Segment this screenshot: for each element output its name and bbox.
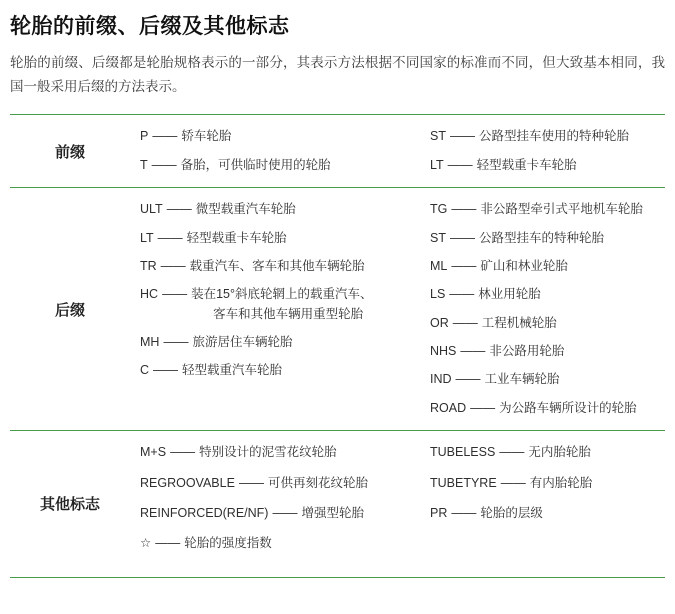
entry-desc: 增强型轮胎 [301, 505, 364, 520]
entry-dash: —— [160, 258, 186, 273]
entry-dash: —— [157, 230, 183, 245]
list-item [430, 229, 665, 248]
entry-code: ML [430, 258, 448, 273]
entry-code: T [140, 157, 148, 172]
entry-dash: —— [451, 258, 477, 273]
entry-code: IND [430, 372, 452, 387]
list-item [140, 200, 422, 219]
entry-code: ST [430, 129, 446, 144]
entry-dash: —— [162, 287, 188, 302]
entry-desc: 有内胎轮胎 [529, 475, 593, 490]
entry-code: TG [430, 202, 448, 217]
entry-desc: 特别设计的泥雪花纹轮胎 [199, 445, 337, 460]
row-label-prefix: 前缀 [54, 143, 85, 161]
list-item [430, 504, 665, 523]
entry-code: TUBETYRE [430, 475, 497, 490]
list-item [140, 534, 422, 553]
list-item [140, 156, 422, 175]
column-right [430, 200, 665, 418]
entry-code: TR [140, 258, 157, 273]
entry-desc: 非公路型牵引式平地机车轮胎 [480, 202, 643, 217]
row-body-prefix [130, 115, 665, 187]
entry-code: ROAD [430, 400, 467, 415]
entry-dash: —— [238, 475, 264, 490]
entry-code: OR [430, 315, 449, 330]
table-row [10, 188, 665, 431]
list-item [140, 504, 422, 523]
entry-desc: 轮胎的层级 [480, 505, 543, 520]
list-item [430, 399, 665, 418]
entry-dash: —— [449, 230, 475, 245]
entry-desc: 非公路用轮胎 [489, 344, 565, 359]
entry-dash: —— [455, 372, 481, 387]
entry-dash: —— [451, 202, 477, 217]
entry-code: REINFORCED(RE/NF) [140, 505, 269, 520]
entry-dash: —— [447, 157, 473, 172]
entry-desc: 轻型载重卡车轮胎 [186, 230, 287, 245]
entry-dash: —— [272, 505, 298, 520]
list-item [140, 361, 422, 380]
page-title: 轮胎的前缀、后缀及其他标志 [10, 15, 290, 38]
entry-desc: 矿山和林业轮胎 [480, 258, 568, 273]
entry-desc: 工程机械轮胎 [481, 315, 557, 330]
entry-dash: —— [499, 445, 525, 460]
entry-code: ST [430, 230, 446, 245]
entry-desc: 载重汽车、客车和其他车辆轮胎 [189, 258, 365, 273]
entry-dash: —— [452, 315, 478, 330]
entry-dash: —— [151, 157, 177, 172]
table-row [10, 431, 665, 578]
entry-desc: 无内胎轮胎 [528, 445, 591, 460]
row-label-other: 其他标志 [39, 496, 100, 514]
column-left [140, 443, 430, 565]
list-item [430, 474, 665, 493]
entry-code: ☆ [140, 536, 152, 551]
entry-desc: 轮胎的强度指数 [184, 536, 272, 551]
entry-code: MH [140, 335, 160, 350]
entry-desc: 为公路车辆所设计的轮胎 [499, 400, 637, 415]
list-item [430, 127, 665, 146]
entry-desc-line2: 客车和其他车辆用重型轮胎 [213, 306, 364, 321]
entry-code: LS [430, 287, 446, 302]
entry-desc: 工业车辆轮胎 [484, 372, 560, 387]
entry-dash: —— [470, 400, 496, 415]
column-left [140, 200, 430, 418]
list-item [430, 314, 665, 333]
list-item [140, 474, 422, 493]
list-item [430, 443, 665, 462]
column-left [140, 127, 430, 175]
entry-desc: 轻型载重卡车轮胎 [476, 157, 577, 172]
entry-code: REGROOVABLE [140, 475, 235, 490]
list-item [140, 443, 422, 462]
list-item [430, 257, 665, 276]
list-item [430, 285, 665, 304]
entry-dash: —— [460, 344, 486, 359]
row-label-suffix: 后缀 [54, 301, 85, 319]
list-item [430, 200, 665, 219]
entry-dash: —— [153, 363, 179, 378]
entry-code: HC [140, 287, 159, 302]
list-item [140, 229, 422, 248]
entry-code: ULT [140, 202, 163, 217]
entry-dash: —— [152, 129, 178, 144]
list-item [430, 156, 665, 175]
entry-desc: 轻型载重汽车轮胎 [182, 363, 283, 378]
entry-desc [191, 285, 422, 324]
entry-dash: —— [451, 505, 477, 520]
entry-code: LT [140, 230, 154, 245]
list-item [140, 333, 422, 352]
row-body-suffix [130, 188, 665, 430]
list-item [430, 342, 665, 361]
list-item [140, 257, 422, 276]
table-row [10, 115, 665, 188]
entry-code: LT [430, 157, 444, 172]
entry-desc: 轿车轮胎 [181, 129, 232, 144]
entry-dash: —— [163, 335, 189, 350]
entry-code: NHS [430, 344, 457, 359]
markings-table [10, 114, 665, 577]
column-right [430, 127, 665, 175]
entry-code: M+S [140, 445, 167, 460]
column-right [430, 443, 665, 565]
entry-desc: 公路型挂车使用的特种轮胎 [478, 129, 629, 144]
row-body-other [130, 431, 665, 577]
entry-desc: 备胎，可供临时使用的轮胎 [180, 157, 331, 172]
entry-desc: 公路型挂车的特种轮胎 [478, 230, 604, 245]
entry-code: P [140, 129, 149, 144]
entry-dash: —— [155, 536, 181, 551]
intro-paragraph: 轮胎的前缀、后缀都是轮胎规格表示的一部分，其表示方法根据不同国家的标准而不同，但大致基本相同，我国一般采用后缀的方法表示。 [10, 55, 665, 94]
entry-dash: —— [170, 445, 196, 460]
entry-dash: —— [500, 475, 526, 490]
list-item [430, 370, 665, 389]
entry-dash: —— [166, 202, 192, 217]
entry-code: TUBELESS [430, 445, 496, 460]
entry-desc: 林业用轮胎 [478, 287, 541, 302]
entry-desc: 旅游居住车辆轮胎 [192, 335, 293, 350]
entry-desc-line1: 装在15°斜底轮辋上的载重汽车、 [191, 287, 373, 302]
entry-dash: —— [449, 287, 475, 302]
list-item [140, 285, 422, 324]
entry-dash: —— [449, 129, 475, 144]
list-item [140, 127, 422, 146]
entry-code: PR [430, 505, 448, 520]
entry-desc: 可供再刻花纹轮胎 [267, 475, 368, 490]
entry-desc: 微型载重汽车轮胎 [195, 202, 296, 217]
entry-code: C [140, 363, 150, 378]
